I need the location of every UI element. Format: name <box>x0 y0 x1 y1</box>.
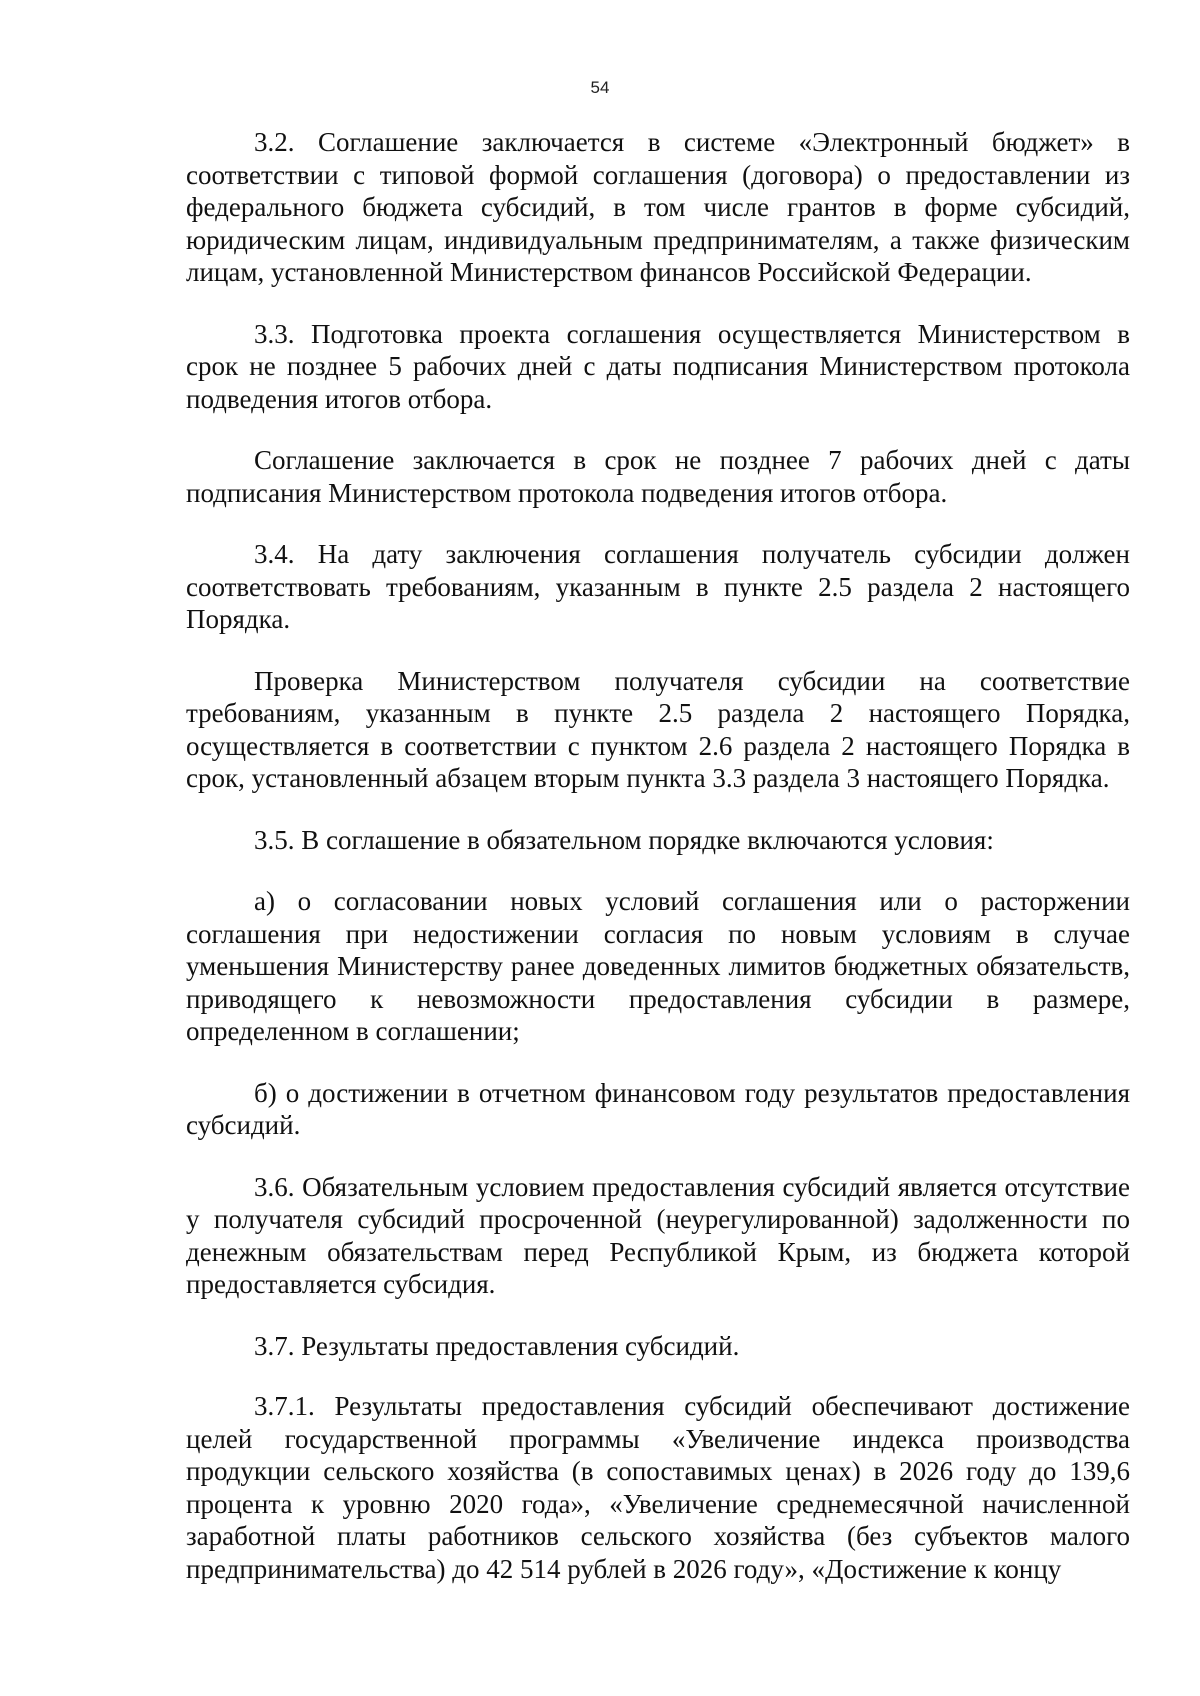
paragraph-3-7: 3.7. Результаты предоставления субсидий. <box>254 1330 740 1361</box>
paragraph-3-3: 3.3. Подготовка проекта соглашения осуществляется Министерством в срок не позднее 5 рабочих дней с даты подписания Министерством протокола подведения итогов отбора. <box>186 318 1130 414</box>
paragraph-3-6: 3.6. Обязательным условием предоставления субсидий является отсутствие у получателя субсидий просроченной (неурегулированной) задолженности по денежным обязательствам перед Республикой Крым, из бюджета которой предоставляется субсидия. <box>186 1171 1130 1299</box>
paragraph-3-4: 3.4. На дату заключения соглашения получатель субсидии должен соответствовать требованиям, указанным в пункте 2.5 раздела 2 настоящего Порядка. <box>186 539 1130 634</box>
paragraph-3-2: 3.2. Соглашение заключается в системе «Электронный бюджет» в соответствии с типовой формой соглашения (договора) о предоставлении из федерального бюджета субсидий, в том числе грантов в форме субсидий, юридическим лицам, индивидуальным предпринимателям, а также физическим лицам, установленной Министерством финансов Российской Федерации. <box>186 127 1130 287</box>
page-number: 54 <box>590 78 610 97</box>
paragraph-3-5-item-a: а) о согласовании новых условий соглашения или о расторжении соглашения при недостижении согласия по новым условиям в случае уменьшения Министерству ранее доведенных лимитов бюджетных обязательств, приводящего к невозможности предоставления субсидии в размере, определенном в соглашении; <box>186 886 1130 1046</box>
paragraph-3-5: 3.5. В соглашение в обязательном порядке включаются условия: <box>254 824 994 855</box>
paragraph-3-3-agreement-term: Соглашение заключается в срок не позднее 7 рабочих дней с даты подписания Министерством протокола подведения итогов отбора. <box>186 445 1130 508</box>
paragraph-3-5-item-b: б) о достижении в отчетном финансовом году результатов предоставления субсидий. <box>186 1077 1130 1140</box>
paragraph-3-4-verification: Проверка Министерством получателя субсидии на соответствие требованиям, указанным в пункте 2.5 раздела 2 настоящего Порядка, осуществляется в соответствии с пунктом 2.6 раздела 2 настоящего Порядка в срок, установленный абзацем вторым пункта 3.3 раздела 3 настоящего Порядка. <box>186 665 1130 793</box>
document-body <box>186 126 1130 1614</box>
paragraph-3-7-1: 3.7.1. Результаты предоставления субсидий обеспечивают достижение целей государственной программы «Увеличение индекса производства продукции сельского хозяйства (в сопоставимых ценах) в 2026 году до 139,6 процента к уровню 2020 года», «Увеличение среднемесячной начисленной заработной платы работников сельского хозяйства (без субъектов малого предпринимательства) до 42 514 рублей в 2026 году», «Достижение к концу <box>186 1391 1130 1584</box>
